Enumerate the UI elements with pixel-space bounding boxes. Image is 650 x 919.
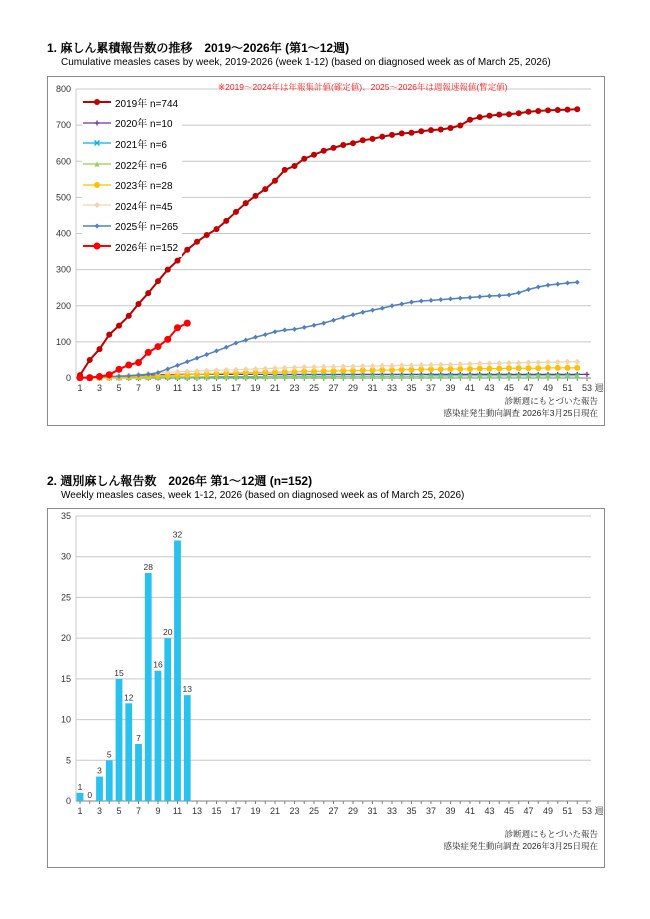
legend-label: 2020年 n=10 bbox=[115, 119, 173, 131]
svg-text:300: 300 bbox=[55, 264, 71, 275]
svg-text:49: 49 bbox=[542, 383, 554, 393]
svg-text:15: 15 bbox=[211, 806, 222, 816]
legend-label: 2021年 n=6 bbox=[115, 139, 167, 151]
svg-text:16: 16 bbox=[153, 659, 163, 670]
svg-text:37: 37 bbox=[425, 383, 437, 393]
svg-text:700: 700 bbox=[55, 120, 71, 131]
section2-subtitle: Weekly measles cases, week 1-12, 2026 (based on diagnosed week as of March 25, 2026) bbox=[61, 490, 465, 501]
svg-text:39: 39 bbox=[445, 806, 456, 816]
bar-week-9 bbox=[155, 671, 162, 801]
legend-item-2019 bbox=[82, 92, 182, 113]
svg-text:19: 19 bbox=[250, 383, 261, 393]
svg-text:28: 28 bbox=[143, 562, 153, 572]
footnote-diagnosis-week: 診断週にもとづいた報告 bbox=[504, 829, 598, 839]
svg-text:17: 17 bbox=[230, 383, 242, 393]
svg-text:9: 9 bbox=[155, 383, 161, 393]
svg-text:5: 5 bbox=[65, 755, 71, 766]
svg-text:23: 23 bbox=[289, 383, 300, 393]
legend-label: 2023年 n=28 bbox=[115, 181, 173, 193]
svg-text:0: 0 bbox=[87, 790, 93, 800]
chart-legend bbox=[82, 92, 182, 257]
svg-text:13: 13 bbox=[191, 383, 203, 393]
bar-week-12 bbox=[184, 695, 191, 801]
legend-item-2024 bbox=[82, 195, 182, 216]
svg-text:27: 27 bbox=[328, 806, 339, 816]
svg-text:週: 週 bbox=[594, 806, 604, 816]
legend-label: 2024年 n=45 bbox=[115, 201, 173, 213]
svg-text:5: 5 bbox=[106, 749, 112, 760]
svg-text:41: 41 bbox=[464, 806, 476, 816]
legend-label: 2022年 n=6 bbox=[115, 160, 167, 172]
svg-text:5: 5 bbox=[116, 806, 122, 816]
svg-text:13: 13 bbox=[191, 806, 203, 816]
svg-text:7: 7 bbox=[136, 733, 141, 743]
svg-text:53: 53 bbox=[581, 806, 593, 816]
svg-text:200: 200 bbox=[55, 300, 71, 311]
svg-text:800: 800 bbox=[55, 84, 71, 94]
cumulative-line-chart bbox=[47, 76, 605, 426]
svg-text:30: 30 bbox=[60, 551, 71, 562]
svg-text:41: 41 bbox=[464, 383, 476, 393]
svg-text:10: 10 bbox=[60, 714, 71, 725]
svg-text:0: 0 bbox=[65, 796, 71, 806]
legend-item-2025 bbox=[82, 216, 182, 237]
legend-label: 2025年 n=265 bbox=[115, 222, 179, 234]
legend-swatch-icon bbox=[82, 118, 112, 128]
svg-text:51: 51 bbox=[562, 383, 573, 393]
svg-text:31: 31 bbox=[367, 383, 378, 393]
svg-text:週: 週 bbox=[594, 383, 604, 393]
svg-text:20: 20 bbox=[163, 627, 173, 638]
svg-text:9: 9 bbox=[155, 806, 161, 816]
svg-text:20: 20 bbox=[60, 633, 71, 644]
bar-chart-canvas bbox=[48, 509, 604, 867]
svg-text:1: 1 bbox=[77, 781, 83, 792]
svg-text:21: 21 bbox=[269, 383, 281, 393]
legend-label: 2026年 n=152 bbox=[115, 242, 179, 254]
svg-text:33: 33 bbox=[386, 383, 398, 393]
svg-text:32: 32 bbox=[172, 529, 183, 540]
footnote-surveillance-date: 感染症発生動向調査 2026年3月25日現在 bbox=[443, 408, 598, 418]
legend-item-2023 bbox=[82, 174, 182, 195]
svg-text:1: 1 bbox=[77, 806, 83, 816]
svg-text:0: 0 bbox=[65, 373, 71, 383]
svg-text:53: 53 bbox=[581, 383, 593, 393]
section1-subtitle: Cumulative measles cases by week, 2019-2026 (week 1-12) (based on diagnosed week as of March 25, 2026) bbox=[61, 57, 551, 68]
legend-item-2022 bbox=[82, 154, 182, 175]
legend-swatch-icon bbox=[82, 97, 112, 107]
svg-text:35: 35 bbox=[60, 511, 71, 521]
bar-week-11 bbox=[174, 540, 181, 801]
legend-swatch-icon bbox=[82, 159, 112, 169]
bar-week-7 bbox=[135, 744, 142, 801]
svg-text:100: 100 bbox=[55, 336, 71, 347]
svg-text:47: 47 bbox=[523, 806, 534, 816]
svg-text:7: 7 bbox=[135, 383, 142, 393]
legend-swatch-icon bbox=[82, 221, 112, 231]
svg-text:33: 33 bbox=[386, 806, 398, 816]
legend-swatch-icon bbox=[82, 200, 112, 210]
legend-item-2020 bbox=[82, 113, 182, 134]
svg-text:11: 11 bbox=[172, 806, 183, 816]
svg-text:13: 13 bbox=[182, 684, 192, 695]
bar-week-10 bbox=[164, 638, 171, 801]
svg-text:3: 3 bbox=[96, 806, 103, 816]
svg-text:49: 49 bbox=[542, 806, 554, 816]
svg-text:500: 500 bbox=[55, 192, 71, 203]
svg-text:47: 47 bbox=[523, 383, 534, 393]
svg-text:15: 15 bbox=[114, 667, 124, 678]
svg-text:19: 19 bbox=[250, 806, 261, 816]
bar-week-6 bbox=[125, 703, 132, 801]
section2-title: 2. 週別麻しん報告数 2026年 第1～12週 (n=152) bbox=[47, 474, 313, 488]
bar-week-5 bbox=[116, 679, 123, 801]
svg-text:25: 25 bbox=[308, 806, 320, 816]
svg-text:11: 11 bbox=[172, 383, 183, 393]
legend-item-2021 bbox=[82, 133, 182, 154]
svg-text:12: 12 bbox=[124, 692, 134, 703]
legend-swatch-icon bbox=[82, 241, 112, 251]
svg-text:5: 5 bbox=[116, 383, 122, 393]
bar-week-1 bbox=[77, 793, 84, 801]
svg-text:43: 43 bbox=[484, 806, 495, 816]
legend-label: 2019年 n=744 bbox=[115, 98, 179, 110]
series-line-2026 bbox=[80, 323, 187, 378]
data-source-note: ※2019～2024年は年報集計値(確定値)、2025～2026年は週報速報値(暫定値) bbox=[218, 82, 508, 92]
svg-text:43: 43 bbox=[484, 383, 495, 393]
svg-text:45: 45 bbox=[503, 383, 515, 393]
svg-text:39: 39 bbox=[445, 383, 456, 393]
svg-text:35: 35 bbox=[406, 383, 417, 393]
legend-swatch-icon bbox=[82, 180, 112, 190]
bar-week-3 bbox=[96, 777, 103, 801]
legend-item-2026 bbox=[82, 236, 182, 257]
bar-week-4 bbox=[106, 760, 113, 801]
legend-swatch-icon bbox=[82, 138, 112, 148]
svg-text:51: 51 bbox=[562, 806, 573, 816]
svg-text:3: 3 bbox=[97, 765, 102, 776]
svg-text:17: 17 bbox=[230, 806, 242, 816]
svg-text:21: 21 bbox=[269, 806, 281, 816]
svg-text:1: 1 bbox=[77, 383, 83, 393]
svg-text:600: 600 bbox=[55, 156, 71, 167]
svg-text:29: 29 bbox=[347, 383, 359, 393]
weekly-bar-chart bbox=[47, 508, 605, 868]
svg-text:45: 45 bbox=[503, 806, 515, 816]
svg-text:3: 3 bbox=[96, 383, 103, 393]
footnote-surveillance-date: 感染症発生動向調査 2026年3月25日現在 bbox=[443, 841, 598, 851]
svg-text:15: 15 bbox=[60, 673, 71, 684]
svg-text:15: 15 bbox=[211, 383, 222, 393]
svg-text:23: 23 bbox=[289, 806, 300, 816]
svg-text:25: 25 bbox=[60, 592, 71, 603]
svg-text:37: 37 bbox=[425, 806, 437, 816]
bar-week-8 bbox=[145, 573, 152, 801]
svg-text:35: 35 bbox=[406, 806, 417, 816]
svg-text:27: 27 bbox=[328, 383, 339, 393]
svg-text:25: 25 bbox=[308, 383, 320, 393]
svg-text:29: 29 bbox=[347, 806, 359, 816]
svg-text:400: 400 bbox=[55, 228, 71, 239]
svg-text:7: 7 bbox=[135, 806, 142, 816]
section1-title: 1. 麻しん累積報告数の推移 2019～2026年 (第1～12週) bbox=[47, 41, 350, 55]
svg-text:31: 31 bbox=[367, 806, 378, 816]
footnote-diagnosis-week: 診断週にもとづいた報告 bbox=[504, 396, 598, 406]
